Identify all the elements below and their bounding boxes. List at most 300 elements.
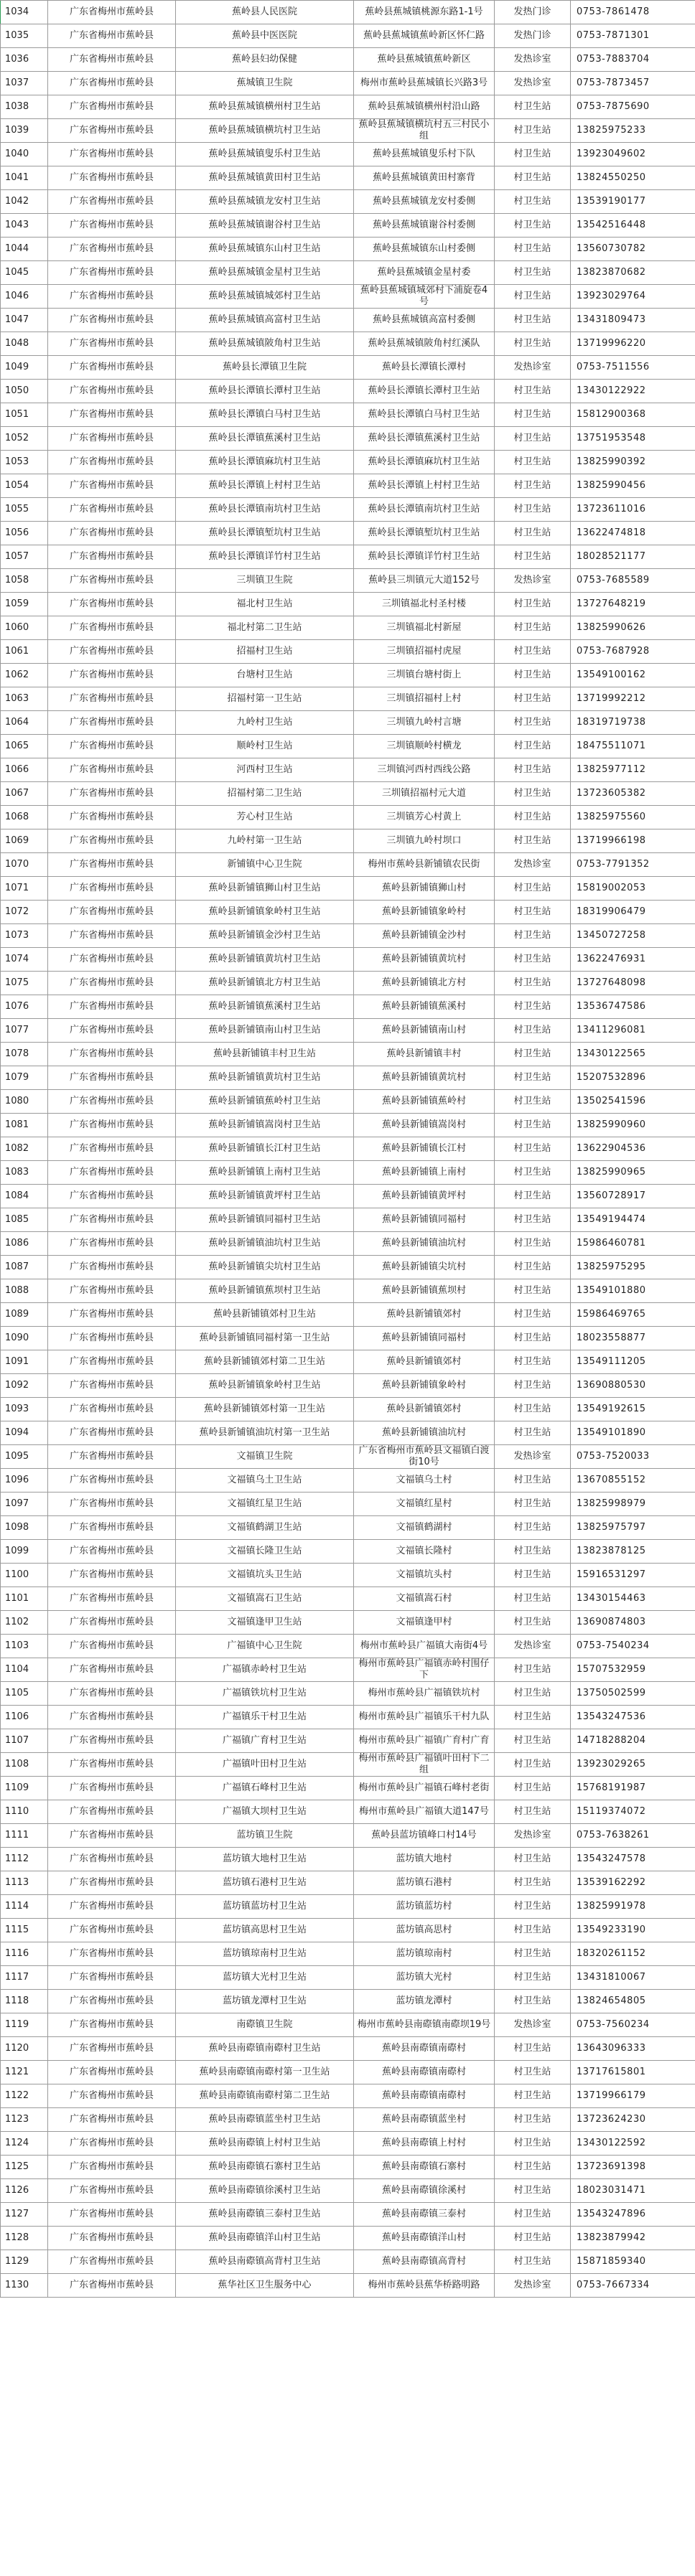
row-number: 1128	[1, 2227, 48, 2250]
address-cell: 蕉岭县新铺镇郊村	[354, 1398, 495, 1421]
region-cell: 广东省梅州市蕉岭县	[48, 24, 176, 48]
category-cell: 村卫生站	[495, 474, 571, 498]
region-cell: 广东省梅州市蕉岭县	[48, 948, 176, 972]
category-cell: 村卫生站	[495, 427, 571, 451]
category-cell: 村卫生站	[495, 1350, 571, 1374]
institution-name-cell: 蕉华社区卫生服务中心	[176, 2274, 354, 2298]
region-cell: 广东省梅州市蕉岭县	[48, 829, 176, 853]
phone-cell: 15986460781	[571, 1232, 695, 1256]
institution-name-cell: 蕉岭县蕉城镇高富村卫生站	[176, 309, 354, 332]
phone-cell: 13723611016	[571, 498, 695, 522]
region-cell: 广东省梅州市蕉岭县	[48, 1919, 176, 1942]
address-cell: 蕉岭县新铺镇同福村	[354, 1327, 495, 1350]
table-row	[1, 2132, 695, 2156]
institution-name-cell: 河西村卫生站	[176, 758, 354, 782]
phone-cell: 13923049602	[571, 143, 695, 166]
institution-name-cell: 蕉岭县长潭镇卫生院	[176, 356, 354, 380]
phone-cell: 18320261152	[571, 1942, 695, 1966]
address-cell: 梅州市蕉岭县南磜镇南磜坝19号	[354, 2013, 495, 2037]
phone-cell: 13825975233	[571, 119, 695, 143]
region-cell: 广东省梅州市蕉岭县	[48, 972, 176, 995]
phone-cell: 13543247578	[571, 1848, 695, 1871]
row-number: 1079	[1, 1066, 48, 1090]
category-cell: 村卫生站	[495, 1493, 571, 1516]
table-row	[1, 1232, 695, 1256]
table-row	[1, 1161, 695, 1185]
category-cell: 村卫生站	[495, 593, 571, 616]
row-number: 1059	[1, 593, 48, 616]
address-cell: 蕉岭县蕉城镇高富村委侧	[354, 309, 495, 332]
address-cell: 蕉岭县蕉城镇东山村委侧	[354, 238, 495, 261]
institution-name-cell: 蕉岭县新铺镇郊村第二卫生站	[176, 1350, 354, 1374]
row-number: 1047	[1, 309, 48, 332]
row-number: 1062	[1, 664, 48, 687]
region-cell: 广东省梅州市蕉岭县	[48, 48, 176, 72]
row-number: 1107	[1, 1729, 48, 1753]
category-cell: 村卫生站	[495, 95, 571, 119]
institution-name-cell: 蓝坊镇大光村卫生站	[176, 1966, 354, 1990]
row-number: 1112	[1, 1848, 48, 1871]
table-row	[1, 1753, 695, 1777]
table-row	[1, 2274, 695, 2298]
institution-name-cell: 顺岭村卫生站	[176, 735, 354, 758]
table-row	[1, 451, 695, 474]
address-cell: 梅州市蕉岭县蕉华桥路明路	[354, 2274, 495, 2298]
phone-cell: 13560728917	[571, 1185, 695, 1208]
table-row	[1, 261, 695, 285]
region-cell: 广东省梅州市蕉岭县	[48, 427, 176, 451]
phone-cell: 15707532959	[571, 1658, 695, 1682]
row-number: 1118	[1, 1990, 48, 2013]
region-cell: 广东省梅州市蕉岭县	[48, 2179, 176, 2203]
region-cell: 广东省梅州市蕉岭县	[48, 664, 176, 687]
region-cell: 广东省梅州市蕉岭县	[48, 2084, 176, 2108]
table-row	[1, 687, 695, 711]
institution-name-cell: 蕉岭县长潭镇白马村卫生站	[176, 403, 354, 427]
institution-name-cell: 蕉岭县蕉城镇横州村卫生站	[176, 95, 354, 119]
category-cell: 村卫生站	[495, 1658, 571, 1682]
phone-cell: 0753-7875690	[571, 95, 695, 119]
table-row	[1, 569, 695, 593]
address-cell: 三圳镇福北村新屋	[354, 616, 495, 640]
category-cell: 村卫生站	[495, 1303, 571, 1327]
institution-name-cell: 文福镇坑头卫生站	[176, 1564, 354, 1587]
region-cell: 广东省梅州市蕉岭县	[48, 1895, 176, 1919]
phone-cell: 13719966198	[571, 829, 695, 853]
region-cell: 广东省梅州市蕉岭县	[48, 380, 176, 403]
table-row	[1, 1398, 695, 1421]
institution-name-cell: 蕉城镇卫生院	[176, 72, 354, 95]
institution-name-cell: 广福镇赤岭村卫生站	[176, 1658, 354, 1682]
row-number: 1056	[1, 522, 48, 545]
institution-name-cell: 文福镇长隆卫生站	[176, 1540, 354, 1564]
address-cell: 梅州市蕉岭县广福镇赤岭村围仔下	[354, 1658, 495, 1682]
institution-name-cell: 蕉岭县长潭镇南坑村卫生站	[176, 498, 354, 522]
region-cell: 广东省梅州市蕉岭县	[48, 1114, 176, 1137]
category-cell: 村卫生站	[495, 2227, 571, 2250]
table-row	[1, 616, 695, 640]
row-number: 1073	[1, 924, 48, 948]
institution-name-cell: 蕉岭县新铺镇蕉坝村卫生站	[176, 1279, 354, 1303]
region-cell: 广东省梅州市蕉岭县	[48, 1208, 176, 1232]
row-number: 1115	[1, 1919, 48, 1942]
phone-cell: 13727648219	[571, 593, 695, 616]
phone-cell: 13923029265	[571, 1753, 695, 1777]
institution-name-cell: 南磜镇卫生院	[176, 2013, 354, 2037]
category-cell: 村卫生站	[495, 1279, 571, 1303]
row-number: 1114	[1, 1895, 48, 1919]
category-cell: 村卫生站	[495, 1682, 571, 1706]
address-cell: 蓝坊镇大地村	[354, 1848, 495, 1871]
category-cell: 村卫生站	[495, 1114, 571, 1137]
category-cell: 村卫生站	[495, 1066, 571, 1090]
region-cell: 广东省梅州市蕉岭县	[48, 261, 176, 285]
table-row	[1, 24, 695, 48]
address-cell: 蓝坊镇琼南村	[354, 1942, 495, 1966]
region-cell: 广东省梅州市蕉岭县	[48, 166, 176, 190]
region-cell: 广东省梅州市蕉岭县	[48, 1043, 176, 1066]
phone-cell: 13823878125	[571, 1540, 695, 1564]
category-cell: 村卫生站	[495, 1256, 571, 1279]
address-cell: 蕉岭县新铺镇油坑村	[354, 1421, 495, 1445]
institution-name-cell: 蕉岭县蕉城镇龙安村卫生站	[176, 190, 354, 214]
region-cell: 广东省梅州市蕉岭县	[48, 1445, 176, 1469]
category-cell: 发热诊室	[495, 2274, 571, 2298]
phone-cell: 13825990392	[571, 451, 695, 474]
region-cell: 广东省梅州市蕉岭县	[48, 214, 176, 238]
institution-name-cell: 蕉岭县南磜镇蓝坐村卫生站	[176, 2108, 354, 2132]
region-cell: 广东省梅州市蕉岭县	[48, 143, 176, 166]
address-cell: 蕉岭县南磜镇南磜村	[354, 2037, 495, 2061]
region-cell: 广东省梅州市蕉岭县	[48, 285, 176, 309]
region-cell: 广东省梅州市蕉岭县	[48, 2203, 176, 2227]
region-cell: 广东省梅州市蕉岭县	[48, 2061, 176, 2084]
institution-name-cell: 广福镇广育村卫生站	[176, 1729, 354, 1753]
category-cell: 村卫生站	[495, 1374, 571, 1398]
region-cell: 广东省梅州市蕉岭县	[48, 309, 176, 332]
table-row	[1, 545, 695, 569]
row-number: 1084	[1, 1185, 48, 1208]
row-number: 1086	[1, 1232, 48, 1256]
institution-name-cell: 蕉岭县新铺镇嵩岗村卫生站	[176, 1114, 354, 1137]
address-cell: 蕉岭县南磜镇徐溪村	[354, 2179, 495, 2203]
table-row	[1, 1, 695, 24]
category-cell: 村卫生站	[495, 616, 571, 640]
row-number: 1093	[1, 1398, 48, 1421]
category-cell: 村卫生站	[495, 1753, 571, 1777]
institution-name-cell: 文福镇逢甲卫生站	[176, 1611, 354, 1635]
row-number: 1041	[1, 166, 48, 190]
institution-name-cell: 广福镇中心卫生院	[176, 1635, 354, 1658]
region-cell: 广东省梅州市蕉岭县	[48, 1421, 176, 1445]
phone-cell: 13690874803	[571, 1611, 695, 1635]
category-cell: 村卫生站	[495, 1516, 571, 1540]
phone-cell: 15119374072	[571, 1800, 695, 1824]
phone-cell: 13690880530	[571, 1374, 695, 1398]
table-row	[1, 877, 695, 901]
institution-name-cell: 蓝坊镇琼南村卫生站	[176, 1942, 354, 1966]
category-cell: 发热诊室	[495, 356, 571, 380]
category-cell: 村卫生站	[495, 2250, 571, 2274]
row-number: 1110	[1, 1800, 48, 1824]
category-cell: 村卫生站	[495, 735, 571, 758]
institution-name-cell: 蕉岭县长潭镇长潭村卫生站	[176, 380, 354, 403]
region-cell: 广东省梅州市蕉岭县	[48, 2227, 176, 2250]
region-cell: 广东省梅州市蕉岭县	[48, 1279, 176, 1303]
address-cell: 三圳镇招福村元大道	[354, 782, 495, 806]
region-cell: 广东省梅州市蕉岭县	[48, 593, 176, 616]
institution-name-cell: 蕉岭县新铺镇同福村卫生站	[176, 1208, 354, 1232]
category-cell: 村卫生站	[495, 1421, 571, 1445]
category-cell: 村卫生站	[495, 1540, 571, 1564]
region-cell: 广东省梅州市蕉岭县	[48, 1611, 176, 1635]
institution-name-cell: 文福镇红星卫生站	[176, 1493, 354, 1516]
row-number: 1080	[1, 1090, 48, 1114]
category-cell: 村卫生站	[495, 1327, 571, 1350]
category-cell: 村卫生站	[495, 2108, 571, 2132]
category-cell: 村卫生站	[495, 498, 571, 522]
region-cell: 广东省梅州市蕉岭县	[48, 2108, 176, 2132]
phone-cell: 13723624230	[571, 2108, 695, 2132]
category-cell: 村卫生站	[495, 782, 571, 806]
phone-cell: 13727648098	[571, 972, 695, 995]
category-cell: 发热门诊	[495, 24, 571, 48]
region-cell: 广东省梅州市蕉岭县	[48, 1398, 176, 1421]
row-number: 1129	[1, 2250, 48, 2274]
phone-cell: 13825991978	[571, 1895, 695, 1919]
table-row	[1, 1114, 695, 1137]
table-row	[1, 735, 695, 758]
phone-cell: 13549111205	[571, 1350, 695, 1374]
row-number: 1058	[1, 569, 48, 593]
table-row	[1, 1682, 695, 1706]
table-row	[1, 1137, 695, 1161]
institution-name-cell: 福北村卫生站	[176, 593, 354, 616]
table-row	[1, 2037, 695, 2061]
region-cell: 广东省梅州市蕉岭县	[48, 1232, 176, 1256]
row-number: 1044	[1, 238, 48, 261]
row-number: 1095	[1, 1445, 48, 1469]
region-cell: 广东省梅州市蕉岭县	[48, 995, 176, 1019]
address-cell: 梅州市蕉岭县广福镇大道147号	[354, 1800, 495, 1824]
institution-name-cell: 蓝坊镇蓝坊村卫生站	[176, 1895, 354, 1919]
row-number: 1053	[1, 451, 48, 474]
table-row	[1, 522, 695, 545]
phone-cell: 18319719738	[571, 711, 695, 735]
row-number: 1071	[1, 877, 48, 901]
category-cell: 村卫生站	[495, 1398, 571, 1421]
address-cell: 蕉岭县长潭镇长潭村	[354, 356, 495, 380]
category-cell: 村卫生站	[495, 1185, 571, 1208]
phone-cell: 13824654805	[571, 1990, 695, 2013]
address-cell: 蕉岭县蕉城镇金星村委	[354, 261, 495, 285]
phone-cell: 15871859340	[571, 2250, 695, 2274]
institution-name-cell: 蕉岭县新铺镇上南村卫生站	[176, 1161, 354, 1185]
table-row	[1, 143, 695, 166]
table-row	[1, 474, 695, 498]
table-row	[1, 1256, 695, 1279]
row-number: 1068	[1, 806, 48, 829]
category-cell: 村卫生站	[495, 2037, 571, 2061]
institution-name-cell: 蕉岭县长潭镇详竹村卫生站	[176, 545, 354, 569]
category-cell: 村卫生站	[495, 1800, 571, 1824]
table-row	[1, 782, 695, 806]
region-cell: 广东省梅州市蕉岭县	[48, 2250, 176, 2274]
category-cell: 村卫生站	[495, 640, 571, 664]
table-row	[1, 1635, 695, 1658]
table-row	[1, 758, 695, 782]
address-cell: 三圳镇福北村圣村楼	[354, 593, 495, 616]
region-cell: 广东省梅州市蕉岭县	[48, 1493, 176, 1516]
address-cell: 蕉岭县长潭镇麻坑村卫生站	[354, 451, 495, 474]
phone-cell: 13411296081	[571, 1019, 695, 1043]
address-cell: 梅州市蕉岭县蕉城镇长兴路3号	[354, 72, 495, 95]
phone-cell: 13751953548	[571, 427, 695, 451]
institution-name-cell: 蕉岭县蕉城镇黄田村卫生站	[176, 166, 354, 190]
row-number: 1072	[1, 901, 48, 924]
phone-cell: 13431809473	[571, 309, 695, 332]
region-cell: 广东省梅州市蕉岭县	[48, 1374, 176, 1398]
category-cell: 村卫生站	[495, 972, 571, 995]
address-cell: 蕉岭县南磜镇石寨村	[354, 2156, 495, 2179]
address-cell: 蕉岭县新铺镇尖坑村	[354, 1256, 495, 1279]
institution-name-cell: 蕉岭县南磜镇南磜村第一卫生站	[176, 2061, 354, 2084]
institution-name-cell: 蕉岭县蕉城镇东山村卫生站	[176, 238, 354, 261]
address-cell: 蕉岭县长潭镇蕉溪村卫生站	[354, 427, 495, 451]
row-number: 1037	[1, 72, 48, 95]
table-row	[1, 593, 695, 616]
address-cell: 三圳镇九岭村坝口	[354, 829, 495, 853]
category-cell: 发热诊室	[495, 1445, 571, 1469]
region-cell: 广东省梅州市蕉岭县	[48, 806, 176, 829]
region-cell: 广东省梅州市蕉岭县	[48, 1137, 176, 1161]
category-cell: 村卫生站	[495, 522, 571, 545]
phone-cell: 13750502599	[571, 1682, 695, 1706]
category-cell: 村卫生站	[495, 877, 571, 901]
table-row	[1, 1279, 695, 1303]
category-cell: 村卫生站	[495, 829, 571, 853]
category-cell: 发热诊室	[495, 853, 571, 877]
category-cell: 村卫生站	[495, 901, 571, 924]
row-number: 1102	[1, 1611, 48, 1635]
institution-name-cell: 蓝坊镇龙潭村卫生站	[176, 1990, 354, 2013]
table-row	[1, 332, 695, 356]
region-cell: 广东省梅州市蕉岭县	[48, 474, 176, 498]
address-cell: 蕉岭县蕉城镇陂角村红溪队	[354, 332, 495, 356]
institution-name-cell: 蓝坊镇卫生院	[176, 1824, 354, 1848]
phone-cell: 13431810067	[571, 1966, 695, 1990]
table-row	[1, 498, 695, 522]
address-cell: 蕉岭县新铺镇丰村	[354, 1043, 495, 1066]
table-row	[1, 1966, 695, 1990]
institution-name-cell: 蕉岭县南磜镇徐溪村卫生站	[176, 2179, 354, 2203]
phone-cell: 13543247536	[571, 1706, 695, 1729]
row-number: 1126	[1, 2179, 48, 2203]
region-cell: 广东省梅州市蕉岭县	[48, 119, 176, 143]
institution-name-cell: 蕉岭县南磜镇石寨村卫生站	[176, 2156, 354, 2179]
category-cell: 村卫生站	[495, 2061, 571, 2084]
region-cell: 广东省梅州市蕉岭县	[48, 1, 176, 24]
phone-cell: 15812900368	[571, 403, 695, 427]
address-cell: 文福镇乌土村	[354, 1469, 495, 1493]
row-number: 1064	[1, 711, 48, 735]
table-row	[1, 640, 695, 664]
row-number: 1091	[1, 1350, 48, 1374]
region-cell: 广东省梅州市蕉岭县	[48, 1942, 176, 1966]
region-cell: 广东省梅州市蕉岭县	[48, 1303, 176, 1327]
address-cell: 蕉岭县新铺镇郊村	[354, 1303, 495, 1327]
row-number: 1101	[1, 1587, 48, 1611]
phone-cell: 13542516448	[571, 214, 695, 238]
table-row	[1, 309, 695, 332]
phone-cell: 13560730782	[571, 238, 695, 261]
phone-cell: 13549192615	[571, 1398, 695, 1421]
region-cell: 广东省梅州市蕉岭县	[48, 735, 176, 758]
row-number: 1089	[1, 1303, 48, 1327]
row-number: 1036	[1, 48, 48, 72]
phone-cell: 13825990626	[571, 616, 695, 640]
region-cell: 广东省梅州市蕉岭县	[48, 1706, 176, 1729]
phone-cell: 15207532896	[571, 1066, 695, 1090]
table-row	[1, 1327, 695, 1350]
category-cell: 村卫生站	[495, 1469, 571, 1493]
institution-name-cell: 广福镇叶田村卫生站	[176, 1753, 354, 1777]
region-cell: 广东省梅州市蕉岭县	[48, 1729, 176, 1753]
address-cell: 梅州市蕉岭县新铺镇农民街	[354, 853, 495, 877]
region-cell: 广东省梅州市蕉岭县	[48, 2037, 176, 2061]
category-cell: 村卫生站	[495, 711, 571, 735]
region-cell: 广东省梅州市蕉岭县	[48, 640, 176, 664]
region-cell: 广东省梅州市蕉岭县	[48, 1753, 176, 1777]
region-cell: 广东省梅州市蕉岭县	[48, 332, 176, 356]
row-number: 1113	[1, 1871, 48, 1895]
row-number: 1075	[1, 972, 48, 995]
row-number: 1090	[1, 1327, 48, 1350]
row-number: 1127	[1, 2203, 48, 2227]
address-cell: 蕉岭县蕉城镇横坑村五三村民小组	[354, 119, 495, 143]
region-cell: 广东省梅州市蕉岭县	[48, 1540, 176, 1564]
region-cell: 广东省梅州市蕉岭县	[48, 1161, 176, 1185]
row-number: 1052	[1, 427, 48, 451]
address-cell: 蕉岭县蕉城镇叟乐村下队	[354, 143, 495, 166]
phone-cell: 15819002053	[571, 877, 695, 901]
region-cell: 广东省梅州市蕉岭县	[48, 1066, 176, 1090]
table-row	[1, 1824, 695, 1848]
row-number: 1048	[1, 332, 48, 356]
table-row	[1, 664, 695, 687]
row-number: 1106	[1, 1706, 48, 1729]
category-cell: 村卫生站	[495, 545, 571, 569]
region-cell: 广东省梅州市蕉岭县	[48, 1658, 176, 1682]
category-cell: 村卫生站	[495, 2179, 571, 2203]
phone-cell: 13539162292	[571, 1871, 695, 1895]
region-cell: 广东省梅州市蕉岭县	[48, 687, 176, 711]
category-cell: 村卫生站	[495, 948, 571, 972]
address-cell: 蕉岭县蕉城镇蕉岭新区	[354, 48, 495, 72]
institution-name-cell: 蕉岭县新铺镇金沙村卫生站	[176, 924, 354, 948]
address-cell: 文福镇坑头村	[354, 1564, 495, 1587]
row-number: 1094	[1, 1421, 48, 1445]
category-cell: 村卫生站	[495, 1090, 571, 1114]
category-cell: 村卫生站	[495, 380, 571, 403]
address-cell: 蕉岭县新铺镇上南村	[354, 1161, 495, 1185]
row-number: 1077	[1, 1019, 48, 1043]
row-number: 1124	[1, 2132, 48, 2156]
phone-cell: 13549101880	[571, 1279, 695, 1303]
table-row	[1, 2013, 695, 2037]
phone-cell: 13549233190	[571, 1919, 695, 1942]
table-row	[1, 166, 695, 190]
